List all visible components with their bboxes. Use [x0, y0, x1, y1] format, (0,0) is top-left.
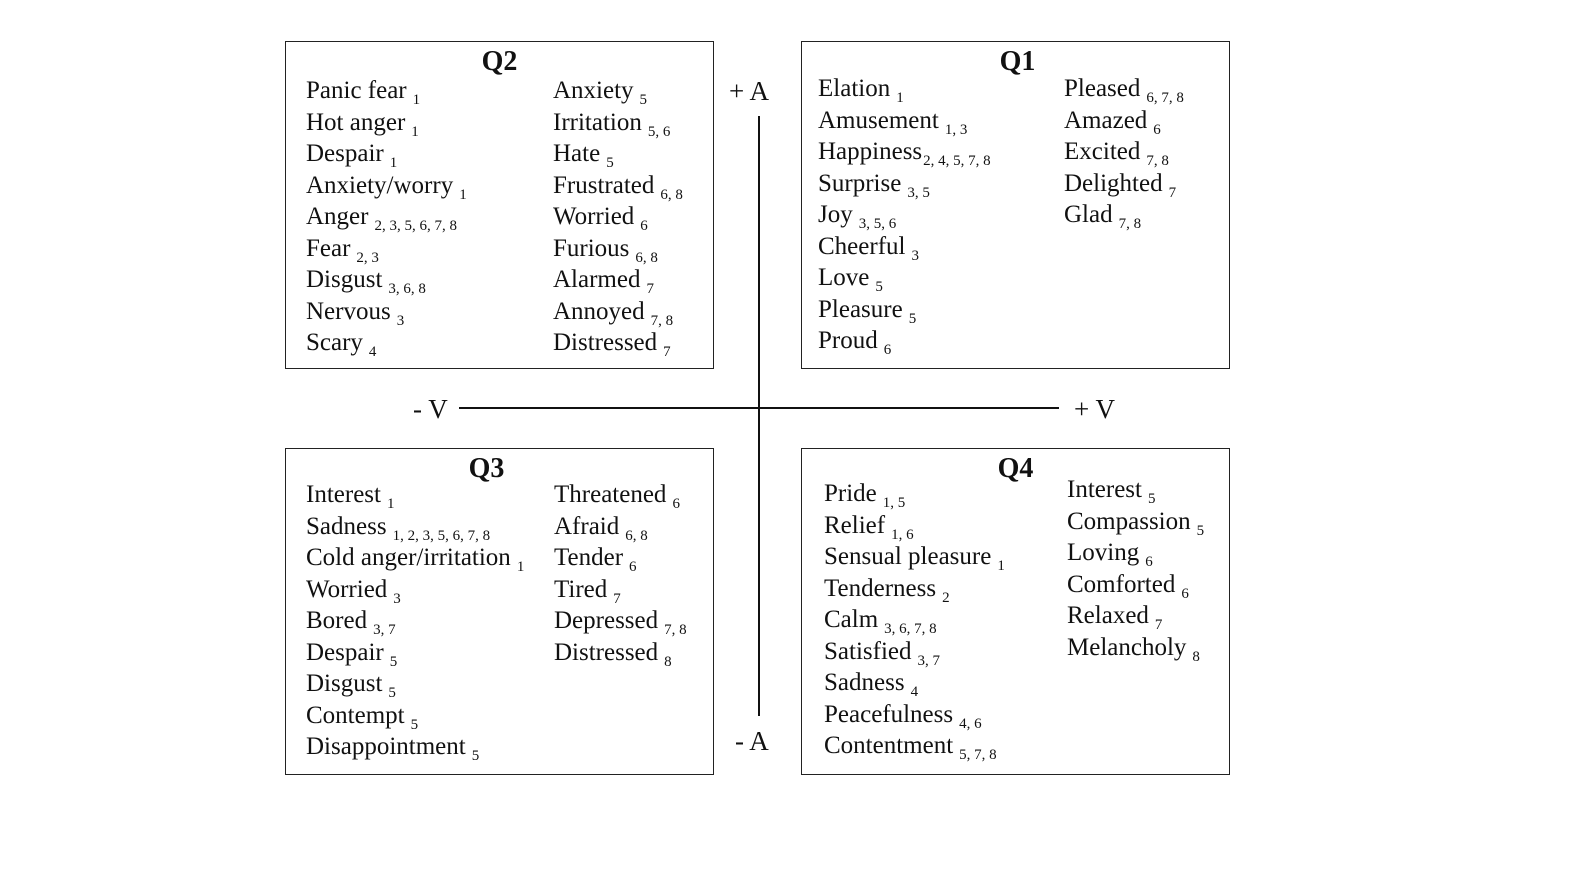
emotion-label: Scary	[306, 329, 363, 356]
emotion-refs: 5	[875, 279, 883, 295]
emotion-item	[306, 138, 467, 170]
emotion-refs: 7, 8	[664, 622, 687, 638]
emotion-item	[818, 231, 991, 263]
emotion-label: Tenderness	[824, 574, 937, 602]
emotion-label: Irritation	[553, 108, 642, 136]
emotion-label: Disgust	[306, 266, 383, 293]
emotion-refs: 3, 6, 8	[388, 281, 426, 297]
emotion-label: Anger	[306, 203, 369, 230]
emotion-refs: 1	[389, 155, 398, 171]
emotion-item	[818, 105, 991, 137]
emotion-label: Pleasure	[818, 295, 903, 323]
emotion-label: Fear	[306, 234, 351, 262]
emotion-item	[824, 667, 1005, 699]
emotion-label: Happiness	[818, 138, 923, 165]
emotion-item	[553, 264, 683, 296]
emotion-label: Tender	[554, 544, 624, 571]
quadrant-q3	[285, 448, 714, 775]
emotion-label: Contentment	[824, 732, 954, 759]
emotion-item	[306, 296, 467, 328]
emotion-list-right	[1064, 73, 1184, 231]
emotion-label: Despair	[306, 638, 384, 666]
emotion-item	[306, 668, 524, 700]
emotion-label: Worried	[306, 575, 388, 603]
emotion-refs: 3, 6, 7, 8	[884, 621, 937, 637]
emotion-label: Threatened	[554, 481, 667, 508]
emotion-refs: 1	[896, 90, 904, 106]
emotion-label: Furious	[553, 234, 630, 262]
emotion-label: Sadness	[824, 669, 905, 696]
emotion-item	[306, 75, 467, 107]
emotion-list-right	[553, 75, 683, 359]
emotion-refs: 6	[672, 496, 680, 512]
emotion-label: Disgust	[306, 670, 383, 697]
emotion-label: Afraid	[554, 512, 620, 540]
emotion-refs: 8	[664, 653, 672, 670]
emotion-label: Disappointment	[306, 733, 466, 760]
emotion-label: Love	[818, 264, 870, 291]
emotion-label: Hate	[553, 140, 601, 167]
emotion-label: Anxiety	[553, 77, 634, 104]
emotion-label: Bored	[306, 607, 368, 634]
emotion-refs: 3, 7	[373, 622, 396, 638]
emotion-item	[1067, 537, 1204, 569]
emotion-label: Distressed	[554, 638, 659, 666]
emotion-label: Glad	[1064, 201, 1113, 228]
emotion-refs: 5	[1196, 522, 1205, 539]
emotion-label: Compassion	[1067, 507, 1191, 535]
emotion-refs: 1	[411, 123, 419, 140]
emotion-label: Proud	[818, 327, 878, 354]
emotion-item	[553, 233, 683, 265]
emotion-label: Interest	[1067, 476, 1142, 503]
emotion-item	[1067, 600, 1204, 632]
emotion-label: Pride	[824, 480, 877, 507]
emotion-label: Satisfied	[824, 637, 912, 665]
emotion-item	[818, 73, 991, 105]
emotion-refs: 7	[1168, 184, 1177, 201]
emotion-list-left	[306, 75, 467, 359]
emotion-refs: 7	[663, 344, 671, 360]
emotion-label: Contempt	[306, 701, 405, 729]
quadrant-q1	[801, 41, 1230, 369]
emotion-item	[1067, 632, 1204, 664]
emotion-refs: 4	[910, 684, 919, 700]
emotion-refs: 6, 7, 8	[1146, 90, 1184, 106]
emotion-item	[553, 138, 683, 170]
emotion-item	[1064, 105, 1184, 137]
emotion-refs: 3, 7	[917, 652, 940, 669]
emotion-item	[818, 325, 991, 357]
emotion-item	[1064, 168, 1184, 200]
emotion-refs: 3	[911, 247, 919, 264]
emotion-refs: 5	[606, 155, 614, 171]
emotion-item	[554, 542, 687, 574]
emotion-refs: 5, 7, 8	[959, 747, 997, 763]
emotion-item	[553, 170, 683, 202]
emotion-list-right	[554, 479, 687, 668]
quadrant-q2	[285, 41, 714, 369]
emotion-refs: 3	[396, 312, 405, 329]
emotion-refs: 5, 6	[647, 123, 671, 140]
emotion-item	[306, 637, 524, 669]
quadrant-title: Q2	[481, 46, 518, 77]
emotion-label: Joy	[818, 201, 853, 228]
emotion-label: Nervous	[306, 297, 391, 325]
emotion-label: Elation	[818, 75, 891, 102]
emotion-refs: 1	[386, 496, 395, 512]
emotion-label: Melancholy	[1067, 633, 1187, 661]
emotion-list-left	[818, 73, 991, 357]
emotion-label: Alarmed	[553, 266, 641, 293]
emotion-refs: 3	[393, 590, 401, 607]
emotion-refs: 7, 8	[1118, 216, 1142, 232]
emotion-item	[824, 730, 1005, 762]
emotion-refs: 6	[629, 559, 637, 575]
emotion-item	[554, 605, 687, 637]
emotion-refs: 2, 4, 5, 7, 8	[923, 153, 991, 169]
emotion-refs: 5	[1147, 491, 1156, 507]
emotion-list-left	[306, 479, 524, 763]
emotion-refs: 1	[412, 92, 421, 108]
emotion-label: Hot anger	[306, 108, 406, 136]
emotion-item	[306, 511, 524, 543]
emotion-refs: 1, 5	[882, 495, 906, 511]
emotion-item	[824, 573, 1005, 605]
emotion-item	[553, 107, 683, 139]
emotion-item	[554, 479, 687, 511]
emotion-label: Loving	[1067, 539, 1140, 566]
emotion-refs: 7	[1154, 617, 1163, 633]
quadrant-title: Q3	[468, 453, 505, 484]
emotion-refs: 7	[613, 590, 621, 607]
emotion-refs: 4, 6	[959, 715, 982, 732]
quadrant-title: Q1	[999, 46, 1036, 77]
emotion-label: Panic fear	[306, 77, 407, 104]
emotion-label: Depressed	[554, 607, 659, 634]
emotion-refs: 3, 5, 6	[858, 216, 897, 232]
plus-arousal-label: + A	[729, 76, 769, 106]
emotion-item	[824, 699, 1005, 731]
emotion-refs: 6	[1145, 554, 1153, 570]
emotion-item	[824, 541, 1005, 573]
emotion-label: Comforted	[1067, 570, 1176, 598]
emotion-label: Despair	[306, 140, 384, 167]
emotion-list-left	[824, 478, 1005, 762]
emotion-label: Distressed	[553, 329, 658, 356]
emotion-refs: 5	[639, 92, 648, 108]
emotion-refs: 5	[471, 748, 480, 764]
emotion-refs: 8	[1192, 648, 1200, 665]
emotion-label: Relief	[824, 511, 886, 539]
emotion-item	[1064, 136, 1184, 168]
emotion-refs: 1	[516, 559, 525, 575]
emotion-item	[554, 511, 687, 543]
emotion-label: Pleased	[1064, 75, 1141, 102]
minus-arousal-label: - A	[735, 726, 769, 756]
emotion-label: Sadness	[306, 512, 387, 540]
emotion-item	[306, 107, 467, 139]
emotion-refs: 1, 6	[891, 526, 914, 543]
emotion-refs: 7	[646, 281, 654, 297]
emotion-refs: 5	[389, 653, 398, 670]
emotion-item	[306, 170, 467, 202]
emotion-refs: 5	[388, 685, 396, 701]
emotion-label: Delighted	[1064, 169, 1163, 197]
emotion-item	[818, 294, 991, 326]
emotion-item	[554, 574, 687, 606]
emotion-refs: 6, 8	[625, 527, 648, 544]
emotion-item	[1064, 199, 1184, 231]
quadrant-title: Q4	[997, 453, 1034, 484]
emotion-label: Peacefulness	[824, 700, 954, 728]
emotion-label: Interest	[306, 481, 381, 508]
valence-axis-line	[459, 407, 1059, 409]
emotion-item	[818, 199, 991, 231]
emotion-item	[824, 510, 1005, 542]
emotion-item	[306, 201, 467, 233]
emotion-item	[554, 637, 687, 669]
emotion-item	[306, 479, 524, 511]
emotion-item	[306, 731, 524, 763]
emotion-item	[553, 327, 683, 359]
arousal-axis-line	[758, 116, 760, 716]
emotion-list-right	[1067, 474, 1204, 663]
emotion-label: Annoyed	[553, 297, 645, 325]
emotion-label: Relaxed	[1067, 602, 1149, 629]
emotion-label: Cheerful	[818, 232, 906, 260]
emotion-item	[306, 264, 467, 296]
emotion-refs: 6, 8	[635, 249, 658, 266]
emotion-item	[553, 75, 683, 107]
emotion-item	[1067, 474, 1204, 506]
emotion-refs: 7, 8	[1146, 153, 1169, 169]
emotion-refs: 2, 3, 5, 6, 7, 8	[374, 218, 457, 234]
quadrant-q4	[801, 448, 1230, 775]
emotion-item	[306, 327, 467, 359]
emotion-refs: 4	[368, 344, 377, 360]
emotion-item	[553, 201, 683, 233]
emotion-item	[306, 542, 524, 574]
emotion-item	[824, 636, 1005, 668]
emotion-refs: 6	[1153, 121, 1161, 138]
emotion-item	[818, 136, 991, 168]
emotion-refs: 6	[640, 218, 648, 234]
emotion-item	[1064, 73, 1184, 105]
emotion-label: Amazed	[1064, 106, 1148, 134]
emotion-label: Surprise	[818, 169, 902, 197]
emotion-item	[306, 700, 524, 732]
emotion-refs: 1	[459, 186, 467, 203]
emotion-item	[306, 233, 467, 265]
emotion-refs: 7, 8	[650, 312, 674, 329]
emotion-refs: 5	[410, 716, 419, 733]
emotion-refs: 2	[942, 589, 950, 606]
emotion-refs: 3, 5	[907, 184, 930, 201]
minus-valence-label: - V	[413, 394, 448, 424]
emotion-label: Sensual pleasure	[824, 543, 992, 570]
emotion-item	[824, 478, 1005, 510]
emotion-refs: 1	[997, 558, 1005, 574]
plus-valence-label: + V	[1074, 394, 1115, 424]
emotion-label: Cold anger/irritation	[306, 544, 511, 571]
emotion-refs: 5	[908, 310, 917, 327]
emotion-refs: 1, 3	[944, 121, 968, 138]
emotion-label: Excited	[1064, 138, 1141, 165]
emotion-refs: 6	[1181, 585, 1189, 602]
emotion-item	[553, 296, 683, 328]
emotion-refs: 6	[883, 342, 892, 358]
emotion-refs: 6, 8	[660, 186, 683, 203]
emotion-item	[818, 262, 991, 294]
emotion-item	[306, 574, 524, 606]
emotion-label: Anxiety/worry	[306, 171, 454, 199]
emotion-label: Worried	[553, 203, 635, 230]
emotion-item	[1067, 569, 1204, 601]
emotion-refs: 1, 2, 3, 5, 6, 7, 8	[392, 527, 491, 544]
emotion-item	[306, 605, 524, 637]
emotion-label: Amusement	[818, 106, 939, 134]
emotion-item	[1067, 506, 1204, 538]
emotion-item	[818, 168, 991, 200]
emotion-label: Tired	[554, 575, 608, 603]
emotion-label: Frustrated	[553, 171, 655, 199]
emotion-refs: 2, 3	[356, 249, 379, 266]
emotion-item	[824, 604, 1005, 636]
emotion-label: Calm	[824, 606, 879, 633]
